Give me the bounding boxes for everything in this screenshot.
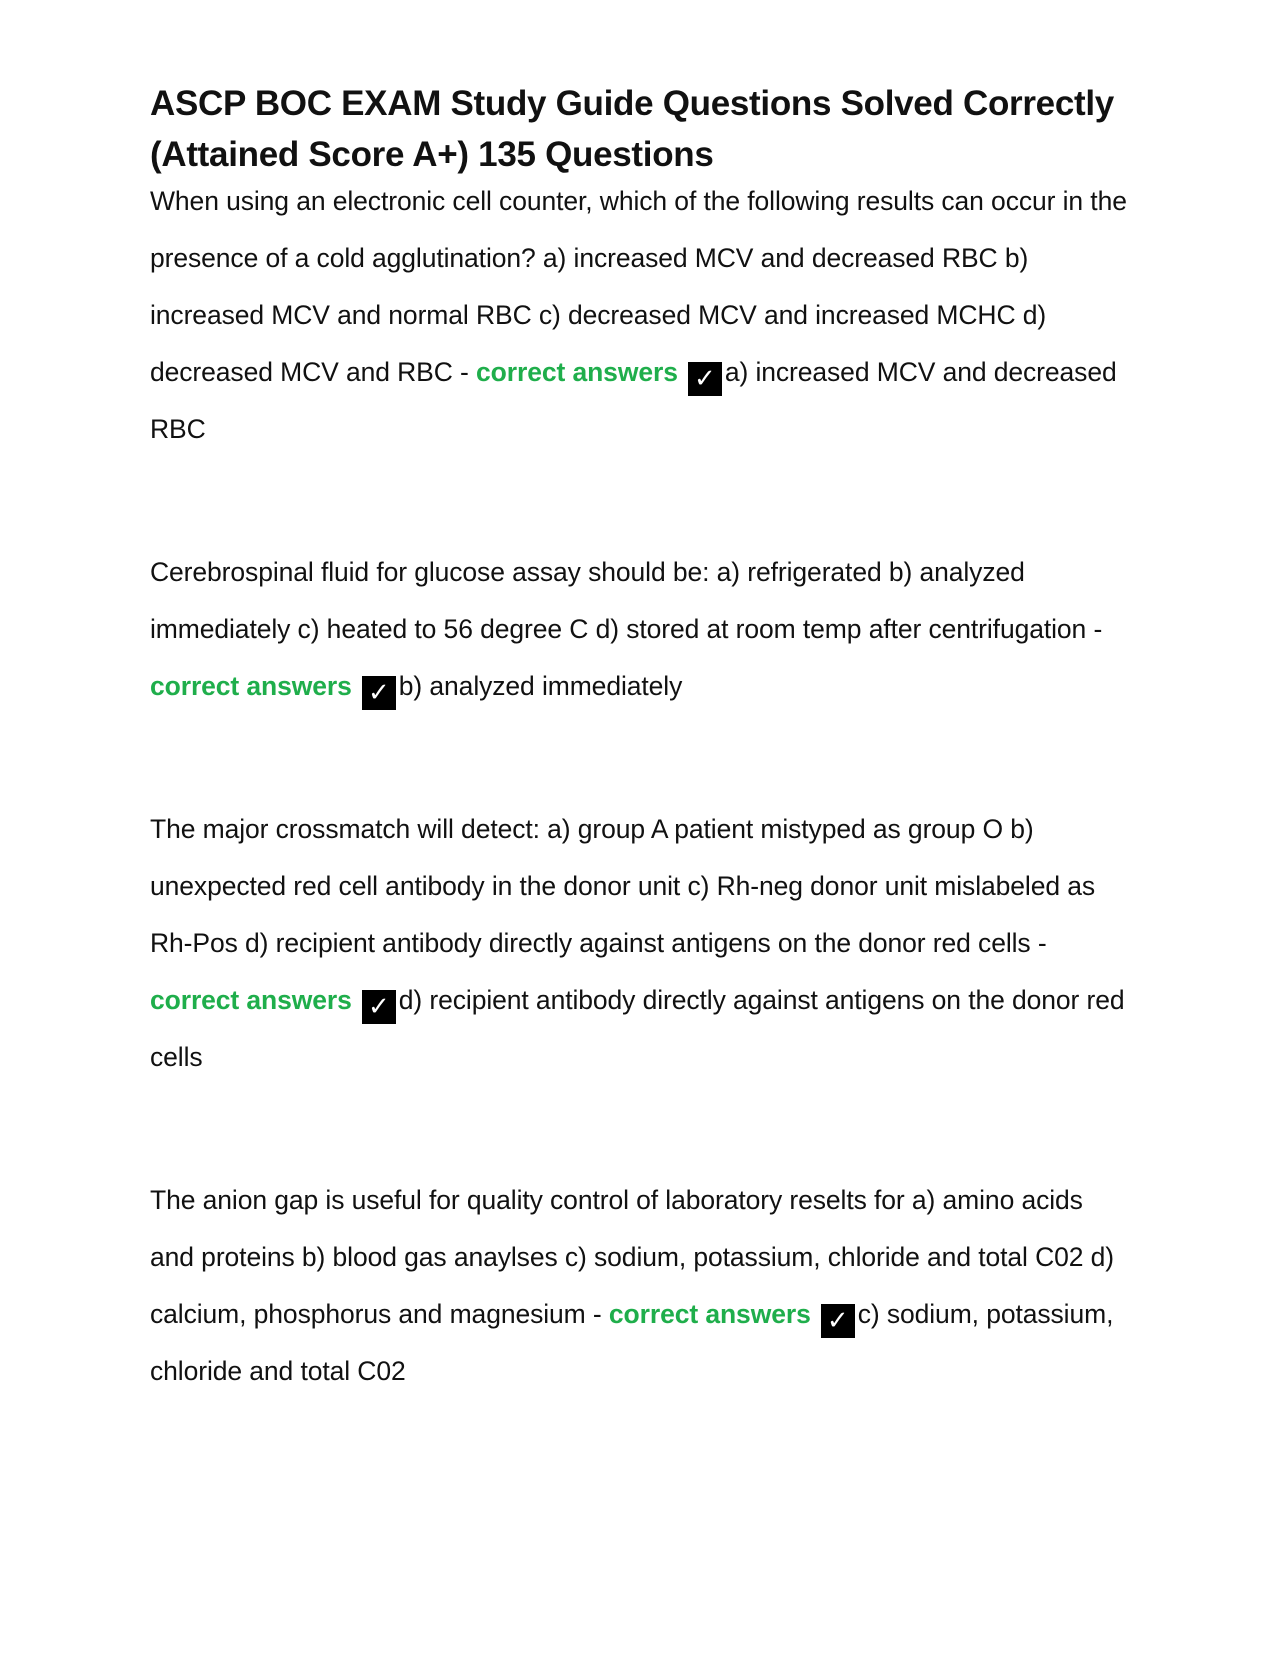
check-mark-icon: ✓ bbox=[821, 1304, 855, 1338]
question-text: The anion gap is useful for quality control of laboratory reselts for a) amino acids and proteins b) blood gas anaylses c) sodium, potassium, chloride and total C02 d) calcium, phosphorus and magnesium bbox=[150, 1185, 1115, 1329]
answer-text: b) analyzed immediately bbox=[398, 671, 683, 701]
question-block-1 bbox=[150, 173, 1130, 458]
answer-separator: - bbox=[1086, 614, 1103, 644]
correct-answers-label: correct answers bbox=[608, 1299, 811, 1329]
question-text: When using an electronic cell counter, which of the following results can occur in the presence of a cold agglutination? a) increased MCV and decreased RBC b) increased MCV and normal RBC c) decreased MCV and increased MCHC d) decreased MCV and RBC bbox=[150, 186, 1127, 387]
document-title: ASCP BOC EXAM Study Guide Questions Solved Correctly (Attained Score A+) 135 Questions bbox=[150, 84, 1114, 174]
correct-answers-label: correct answers bbox=[476, 357, 678, 387]
check-mark-icon: ✓ bbox=[362, 990, 396, 1024]
answer-separator: - bbox=[452, 357, 477, 387]
answer-text: d) recipient antibody directly against antigens on the donor red cells bbox=[150, 985, 1125, 1072]
question-block-4 bbox=[150, 1172, 1130, 1400]
correct-answers-label: correct answers bbox=[150, 671, 352, 701]
check-mark-icon: ✓ bbox=[688, 362, 722, 396]
question-block-3 bbox=[150, 801, 1130, 1086]
question-block-2 bbox=[150, 544, 1130, 715]
document-page bbox=[150, 78, 1130, 1400]
answer-separator: - bbox=[585, 1299, 609, 1329]
answer-text: a) increased MCV and decreased RBC bbox=[150, 357, 1117, 444]
question-text: Cerebrospinal fluid for glucose assay should be: a) refrigerated b) analyzed immediately c) heated to 56 degree C d) stored at room temp after centrifugation bbox=[150, 557, 1087, 644]
correct-answers-label: correct answers bbox=[150, 985, 352, 1015]
answer-text: c) sodium, potassium, chloride and total C02 bbox=[150, 1299, 1114, 1386]
check-mark-icon: ✓ bbox=[362, 676, 396, 710]
answer-separator: - bbox=[1030, 928, 1047, 958]
question-text: The major crossmatch will detect: a) group A patient mistyped as group O b) unexpected red cell antibody in the donor unit c) Rh-neg donor unit mislabeled as Rh-Pos d) recipient antibody directly against antigens on the donor red cells bbox=[150, 814, 1096, 958]
